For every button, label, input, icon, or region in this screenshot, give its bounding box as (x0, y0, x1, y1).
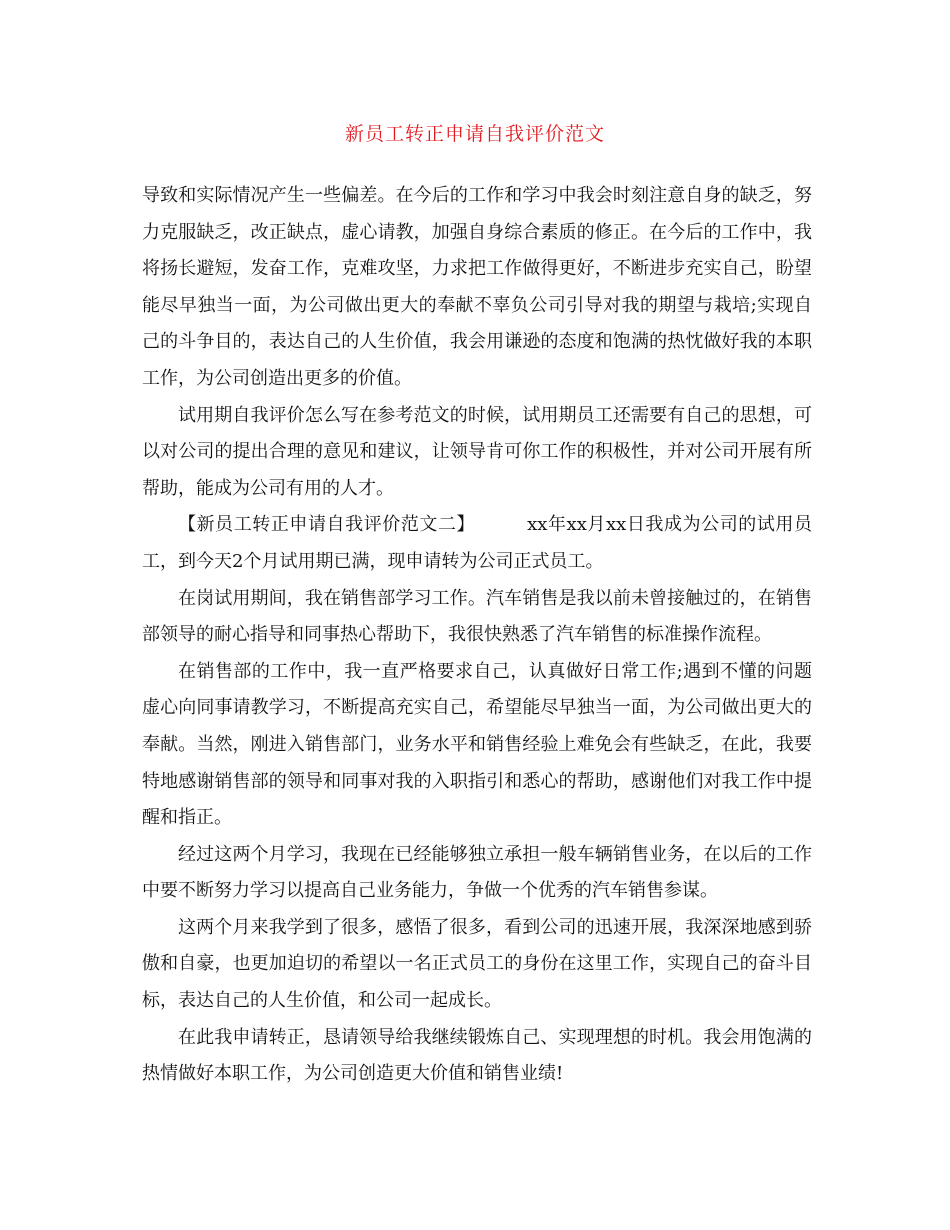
document-body (142, 178, 812, 1093)
paragraph: 在此我申请转正，恳请领导给我继续锻炼自己、实现理想的时机。我会用饱满的热情做好本职工作，为公司创造更大价值和销售业绩! (142, 1026, 812, 1085)
section-paragraph (142, 507, 812, 580)
paragraph: 在岗试用期间，我在销售部学习工作。汽车销售是我以前未曾接触过的，在销售部领导的耐心指导和同事热心帮助下，我很快熟悉了汽车销售的标准操作流程。 (142, 587, 812, 646)
paragraph: 经过这两个月学习，我现在已经能够独立承担一般车辆销售业务，在以后的工作中要不断努力学习以提高自己业务能力，争做一个优秀的汽车销售参谋。 (142, 843, 812, 902)
paragraph: 试用期自我评价怎么写在参考范文的时候，试用期员工还需要有自己的思想，可以对公司的提出合理的意见和建议，让领导肯可你工作的积极性，并对公司开展有所帮助，能成为公司有用的人才。 (142, 404, 812, 499)
document-title: 新员工转正申请自我评价范文 (344, 123, 605, 145)
section-intro: xx年xx月xx日我成为公司的试用员工，到今天2个月试用期已满，现申请转为公司正式员工。 (142, 514, 812, 572)
paragraph-continuation: 导致和实际情况产生一些偏差。在今后的工作和学习中我会时刻注意自身的缺乏，努力克服缺乏，改正缺点，虚心请教，加强自身综合素质的修正。在今后的工作中，我将扬长避短，发奋工作，克难攻坚，力求把工作做得更好，不断进步充实自己，盼望能尽早独当一面，为公司做出更大的奉献不辜负公司引导对我的期望与栽培;实现自己的斗争目的，表达自己的人生价值，我会用谦逊的态度和饱满的热忱做好我的本职工作，为公司创造出更多的价值。 (142, 185, 812, 389)
paragraph: 这两个月来我学到了很多，感悟了很多，看到公司的迅速开展，我深深地感到骄傲和自豪，也更加迫切的希望以一名正式员工的身份在这里工作，实现自己的奋斗目标，表达自己的人生价值，和公司一起成长。 (142, 916, 812, 1012)
section-heading: 【新员工转正申请自我评价范文二】 (178, 514, 476, 536)
paragraph: 在销售部的工作中，我一直严格要求自己，认真做好日常工作;遇到不懂的问题虚心向同事请教学习，不断提高充实自己，希望能尽早独当一面，为公司做出更大的奉献。当然，刚进入销售部门，业务水平和销售经验上难免会有些缺乏，在此，我要特地感谢销售部的领导和同事对我的入职指引和悉心的帮助，感谢他们对我工作中提醒和指正。 (142, 660, 812, 829)
